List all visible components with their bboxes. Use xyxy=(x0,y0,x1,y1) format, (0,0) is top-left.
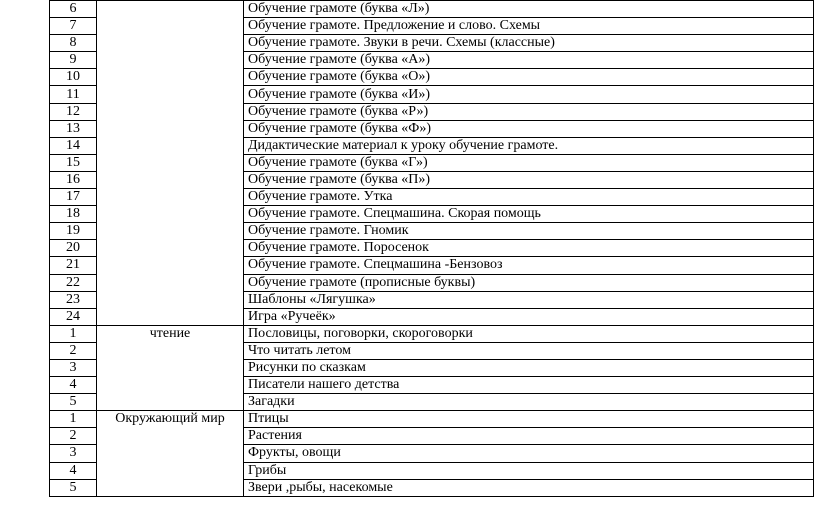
material-title: Обучение грамоте. Спецмашина -Бензовоз xyxy=(244,257,814,274)
material-title: Загадки xyxy=(244,394,814,411)
row-number: 14 xyxy=(50,137,97,154)
material-title: Птицы xyxy=(244,411,814,428)
material-title: Обучение грамоте (буква «Г») xyxy=(244,154,814,171)
material-title: Обучение грамоте (буква «Ф») xyxy=(244,120,814,137)
row-number: 16 xyxy=(50,171,97,188)
table-row xyxy=(50,411,814,428)
material-title: Рисунки по сказкам xyxy=(244,359,814,376)
material-title: Шаблоны «Лягушка» xyxy=(244,291,814,308)
material-title: Обучение грамоте (буква «И») xyxy=(244,86,814,103)
row-number: 12 xyxy=(50,103,97,120)
material-title: Обучение грамоте (буква «Л») xyxy=(244,1,814,18)
row-number: 22 xyxy=(50,274,97,291)
material-title: Обучение грамоте (буква «Р») xyxy=(244,103,814,120)
material-title: Пословицы, поговорки, скороговорки xyxy=(244,325,814,342)
subject-cell: Окружающий мир xyxy=(97,411,244,496)
material-title: Обучение грамоте (буква «А») xyxy=(244,52,814,69)
material-title: Обучение грамоте. Звуки в речи. Схемы (классные) xyxy=(244,35,814,52)
table-row xyxy=(50,325,814,342)
row-number: 15 xyxy=(50,154,97,171)
material-title: Обучение грамоте. Утка xyxy=(244,189,814,206)
material-title: Обучение грамоте. Спецмашина. Скорая помощь xyxy=(244,206,814,223)
row-number: 17 xyxy=(50,189,97,206)
row-number: 23 xyxy=(50,291,97,308)
row-number: 21 xyxy=(50,257,97,274)
row-number: 3 xyxy=(50,445,97,462)
row-number: 9 xyxy=(50,52,97,69)
material-title: Дидактические материал к уроку обучение грамоте. xyxy=(244,137,814,154)
row-number: 20 xyxy=(50,240,97,257)
row-number: 5 xyxy=(50,394,97,411)
row-number: 4 xyxy=(50,377,97,394)
row-number: 8 xyxy=(50,35,97,52)
material-title: Обучение грамоте (прописные буквы) xyxy=(244,274,814,291)
material-title: Звери ,рыбы, насекомые xyxy=(244,479,814,496)
row-number: 7 xyxy=(50,18,97,35)
row-number: 11 xyxy=(50,86,97,103)
material-title: Обучение грамоте. Поросенок xyxy=(244,240,814,257)
subject-cell xyxy=(97,1,244,326)
row-number: 10 xyxy=(50,69,97,86)
row-number: 2 xyxy=(50,428,97,445)
row-number: 24 xyxy=(50,308,97,325)
row-number: 1 xyxy=(50,411,97,428)
material-title: Писатели нашего детства xyxy=(244,377,814,394)
material-title: Обучение грамоте (буква «О») xyxy=(244,69,814,86)
subject-cell: чтение xyxy=(97,325,244,410)
materials-table xyxy=(49,0,814,497)
table-body xyxy=(50,1,814,497)
material-title: Игра «Ручеёк» xyxy=(244,308,814,325)
material-title: Обучение грамоте. Гномик xyxy=(244,223,814,240)
row-number: 5 xyxy=(50,479,97,496)
material-title: Обучение грамоте. Предложение и слово. Схемы xyxy=(244,18,814,35)
row-number: 6 xyxy=(50,1,97,18)
material-title: Обучение грамоте (буква «П») xyxy=(244,171,814,188)
row-number: 1 xyxy=(50,325,97,342)
row-number: 18 xyxy=(50,206,97,223)
row-number: 19 xyxy=(50,223,97,240)
material-title: Грибы xyxy=(244,462,814,479)
row-number: 3 xyxy=(50,359,97,376)
table-row xyxy=(50,1,814,18)
row-number: 13 xyxy=(50,120,97,137)
row-number: 4 xyxy=(50,462,97,479)
material-title: Растения xyxy=(244,428,814,445)
material-title: Фрукты, овощи xyxy=(244,445,814,462)
material-title: Что читать летом xyxy=(244,342,814,359)
row-number: 2 xyxy=(50,342,97,359)
